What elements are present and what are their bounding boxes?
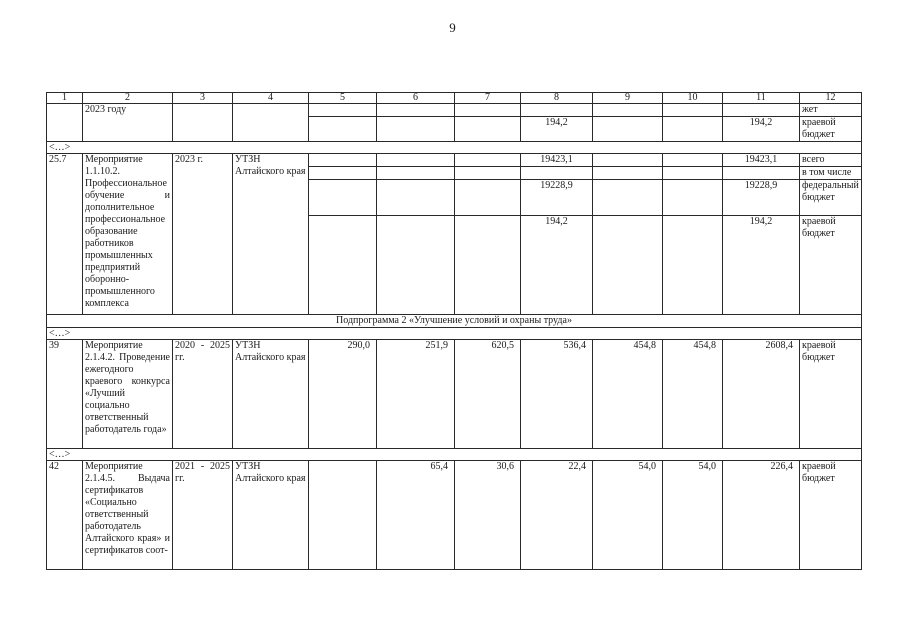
activity-name: Мероприятие 2.1.4.2. Проведение ежегодного краевого конкурса «Лучший социально ответственный работодатель года» [83, 340, 173, 449]
value-cell: 454,8 [593, 340, 663, 449]
value-cell: 226,4 [723, 461, 800, 570]
funding-source: федеральный бюджет [800, 180, 862, 216]
value-cell: 54,0 [593, 461, 663, 570]
period: 2020 - 2025 гг. [173, 340, 233, 449]
value-cell: 620,5 [455, 340, 521, 449]
budget-table [46, 92, 862, 570]
value-cell: 30,6 [455, 461, 521, 570]
period: 2021 - 2025 гг. [173, 461, 233, 570]
header-cell: 5 [309, 93, 377, 104]
table-row [47, 461, 862, 570]
executor: УТЗН Алтайского края [233, 461, 309, 570]
ellipsis: <…> [47, 142, 862, 154]
period: 2023 г. [173, 154, 233, 315]
table-row [47, 154, 862, 167]
value-cell: 454,8 [663, 340, 723, 449]
value-cell: 536,4 [521, 340, 593, 449]
funding-source: краевой бюджет [800, 117, 862, 142]
value-cell: 194,2 [723, 216, 800, 315]
ellipsis-row [47, 328, 862, 340]
funding-source: жет [800, 104, 862, 117]
value-cell: 19228,9 [521, 180, 593, 216]
table-row [47, 340, 862, 449]
row-number: 25.7 [47, 154, 83, 315]
value-cell: 19423,1 [723, 154, 800, 167]
table-row [47, 104, 862, 117]
funding-source: краевой бюджет [800, 216, 862, 315]
ellipsis: <…> [47, 449, 862, 461]
value-cell: 194,2 [723, 117, 800, 142]
header-cell: 3 [173, 93, 233, 104]
subprogram-row [47, 315, 862, 328]
value-cell: 194,2 [521, 117, 593, 142]
value-cell: 2608,4 [723, 340, 800, 449]
value-cell: 194,2 [521, 216, 593, 315]
value-cell: 22,4 [521, 461, 593, 570]
header-cell: 4 [233, 93, 309, 104]
header-cell: 6 [377, 93, 455, 104]
activity-name: Мероприятие 1.1.10.2. Профессиональное обучение и дополнительное профессиональное образование работников промышленных предприятий оборонно-промышленного комплекса [83, 154, 173, 315]
ellipsis-row [47, 142, 862, 154]
value-cell: 65,4 [377, 461, 455, 570]
executor: УТЗН Алтайского края [233, 340, 309, 449]
header-cell: 7 [455, 93, 521, 104]
ellipsis: <…> [47, 328, 862, 340]
ellipsis-row [47, 449, 862, 461]
header-cell: 1 [47, 93, 83, 104]
funding-source: краевой бюджет [800, 340, 862, 449]
subprogram-title: Подпрограмма 2 «Улучшение условий и охраны труда» [47, 315, 862, 328]
header-cell: 10 [663, 93, 723, 104]
header-cell: 9 [593, 93, 663, 104]
header-cell: 12 [800, 93, 862, 104]
page-number: 9 [449, 20, 456, 35]
value-cell [309, 461, 377, 570]
value-cell: 19228,9 [723, 180, 800, 216]
value-cell: 290,0 [309, 340, 377, 449]
value-cell: 251,9 [377, 340, 455, 449]
funding-source: в том числе [800, 167, 862, 180]
row-number: 39 [47, 340, 83, 449]
value-cell: 19423,1 [521, 154, 593, 167]
header-row [47, 93, 862, 104]
row-number: 42 [47, 461, 83, 570]
value-cell: 54,0 [663, 461, 723, 570]
funding-source: всего [800, 154, 862, 167]
funding-source: краевой бюджет [800, 461, 862, 570]
header-cell: 8 [521, 93, 593, 104]
header-cell: 2 [83, 93, 173, 104]
activity-name: Мероприятие 2.1.4.5. Выдача сертификатов «Социально ответственный работодатель Алтайского края» и сертификатов соот- [83, 461, 173, 570]
executor: УТЗН Алтайского края [233, 154, 309, 315]
activity-name: 2023 году [83, 104, 173, 142]
header-cell: 11 [723, 93, 800, 104]
